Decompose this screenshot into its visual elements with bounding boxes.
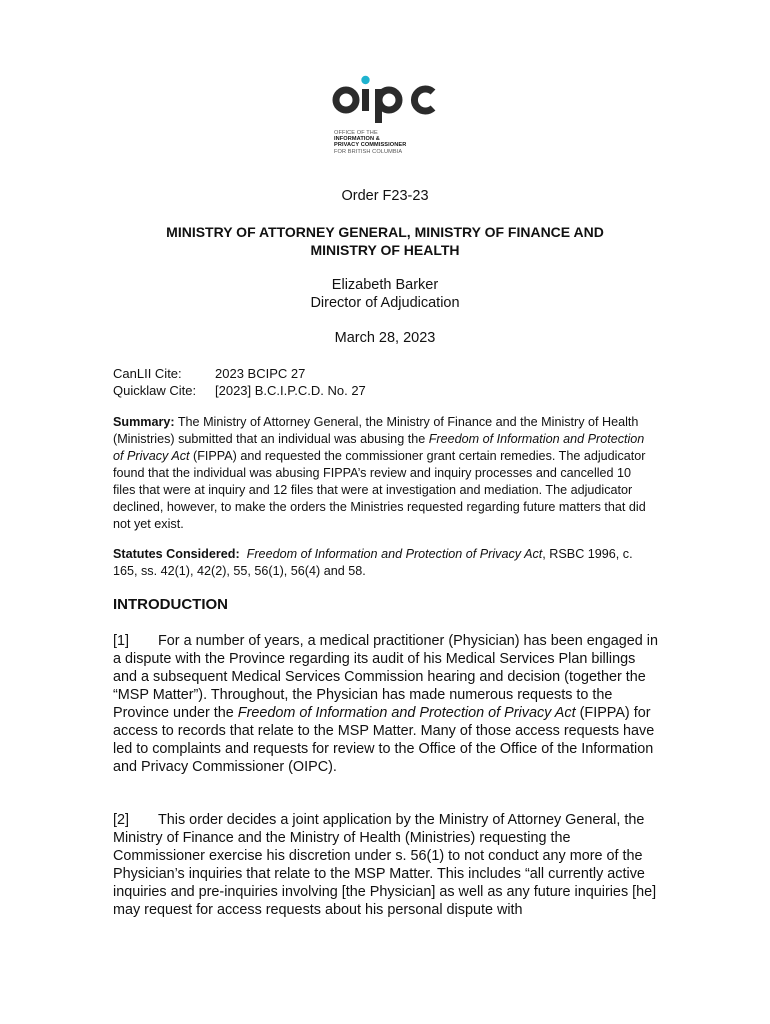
statutes-label: Statutes Considered:: [113, 547, 240, 561]
canlii-cite-row: [113, 365, 366, 382]
paragraph-act-name: Freedom of Information and Protection of Privacy Act: [237, 705, 576, 721]
document-title: [120, 223, 650, 259]
statutes-act-name: Freedom of Information and Protection of Privacy Act: [246, 547, 543, 561]
canlii-value: 2023 BCIPC 27: [215, 366, 306, 381]
oipc-wordmark-logo: [332, 70, 440, 128]
statutes-paragraph: [113, 546, 653, 580]
logo-tagline-line: OFFICE OF THE: [334, 130, 378, 136]
quicklaw-value: [2023] B.C.I.P.C.D. No. 27: [215, 383, 366, 398]
paragraph-2: [113, 811, 658, 919]
document-title-line: MINISTRY OF HEALTH: [310, 242, 460, 258]
quicklaw-cite-row: [113, 382, 366, 399]
order-number: Order F23-23: [341, 188, 429, 204]
logo-tagline-line: FOR BRITISH COLUMBIA: [334, 148, 403, 155]
citations: [113, 365, 366, 399]
logo-tagline-line: PRIVACY COMMISSIONER: [334, 142, 407, 149]
paragraph-1: [113, 632, 658, 776]
summary-text: The Ministry of Attorney General, the Ministry of Finance and the Ministry of Health (Ministries) submitted that an individual was abusing the: [113, 415, 639, 446]
statutes-text: , RSBC 1996, c. 165, ss. 42(1), 42(2), 55, 56(1), 56(4) and 58.: [113, 547, 633, 578]
author-title: Director of Adjudication: [310, 295, 460, 311]
author-name: Elizabeth Barker: [331, 277, 439, 293]
document-title-line: MINISTRY OF ATTORNEY GENERAL, MINISTRY OF FINANCE AND: [166, 224, 604, 240]
summary-text: (FIPPA) and requested the commissioner grant certain remedies. The adjudicator found that the individual was abusing FIPPA’s review and inquiry processes and cancelled 10 files that were at inquiry and 12 files that were at investigation and mediation. The adjudicator declined, however, to make the orders the Ministries requested regarding future matters that did not yet exist.: [113, 449, 646, 531]
canlii-label: CanLII Cite:: [113, 366, 182, 381]
paragraph-number: [1]: [113, 633, 129, 649]
paragraph-text: (FIPPA) for access to records that relate to the MSP Matter. Many of those access requests have led to complaints and requests for review to the Office of the Office of the Information and Privacy Commissioner (OIPC).: [113, 705, 655, 775]
paragraph-number: [2]: [113, 812, 129, 828]
quicklaw-label: Quicklaw Cite:: [113, 383, 197, 398]
summary-label: Summary:: [113, 415, 175, 429]
paragraph-text: For a number of years, a medical practitioner (Physician) has been engaged in a dispute with the Province regarding its audit of his Medical Services Plan billings and a subsequent Medical Services Commission hearing and decision (together the “MSP Matter”). Throughout, the Physician has made numerous requests to the Province under the: [113, 633, 658, 721]
paragraph-text: This order decides a joint application by the Ministry of Attorney General, the Ministry of Finance and the Ministry of Health (Ministries) requesting the Commissioner exercise his discretion under s. 56(1) to not conduct any more of the Physician’s inquiries that relate to the MSP Matter. This includes “all currently active inquiries and pre-inquiries involving [the Physician] as well as any future inquiries [he] may request for access requests about his personal dispute with: [113, 812, 657, 918]
summary-act-name: Freedom of Information and Protection of Privacy Act: [113, 432, 645, 463]
logo-tagline-line: INFORMATION &: [334, 136, 380, 143]
decision-date: March 28, 2023: [334, 330, 436, 346]
summary-paragraph: [113, 414, 653, 533]
logo-tagline: [334, 130, 406, 155]
oipc-logo: [332, 70, 442, 160]
introduction-heading: INTRODUCTION: [113, 596, 228, 613]
